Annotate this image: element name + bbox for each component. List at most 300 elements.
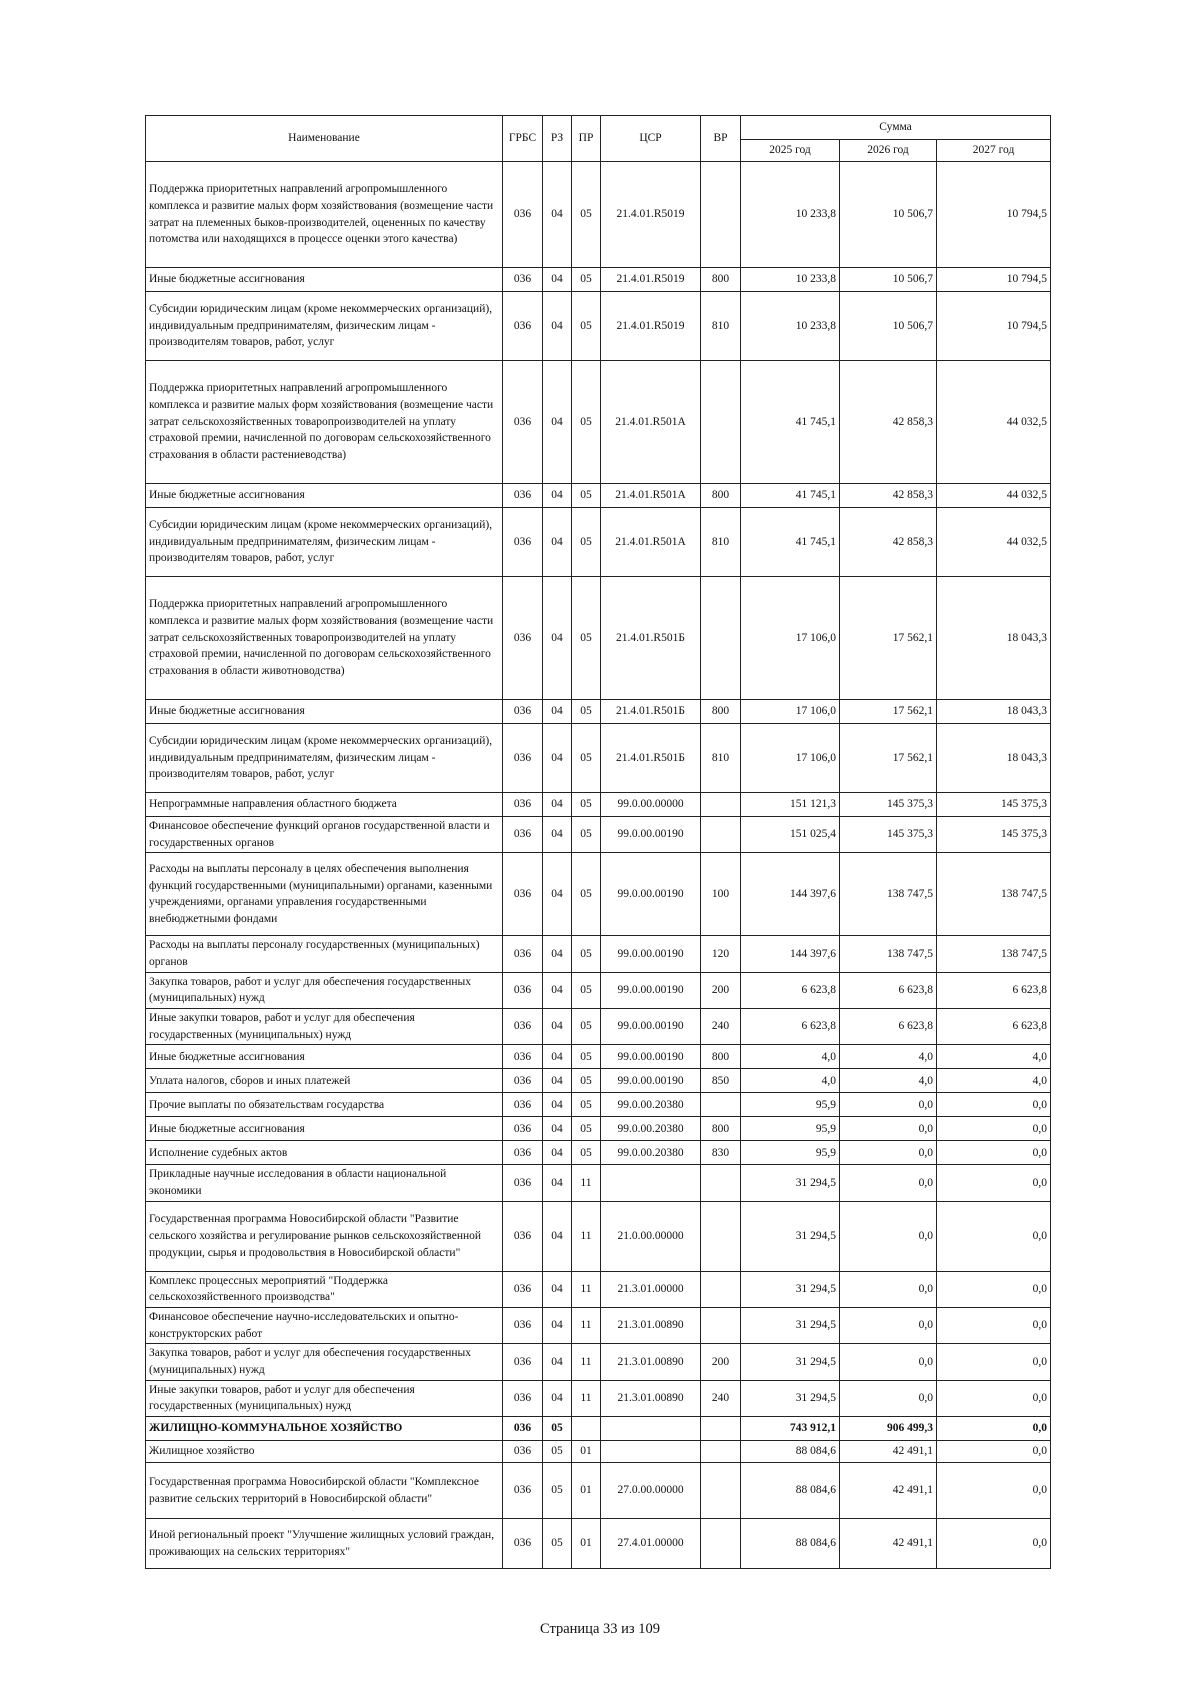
cell-2025: 41 745,1 (741, 508, 840, 577)
cell-2025: 95,9 (741, 1141, 840, 1165)
table-row (146, 1045, 1051, 1069)
cell-grbs: 036 (503, 292, 543, 361)
cell-name: Иные бюджетные ассигнования (146, 1045, 503, 1069)
cell-2026: 42 858,3 (840, 508, 937, 577)
cell-name: Иные бюджетные ассигнования (146, 484, 503, 508)
cell-2026: 17 562,1 (840, 724, 937, 793)
cell-grbs: 036 (503, 268, 543, 292)
cell-rz: 04 (543, 1009, 572, 1045)
cell-2027: 0,0 (937, 1441, 1051, 1463)
cell-grbs: 036 (503, 853, 543, 936)
cell-vr: 800 (701, 700, 741, 724)
cell-vr (701, 817, 741, 853)
cell-2026: 145 375,3 (840, 793, 937, 817)
cell-grbs: 036 (503, 1009, 543, 1045)
cell-2025: 144 397,6 (741, 936, 840, 972)
cell-csr: 99.0.00.00190 (601, 853, 701, 936)
cell-2025: 31 294,5 (741, 1308, 840, 1344)
cell-pr: 05 (572, 1141, 601, 1165)
cell-pr: 11 (572, 1165, 601, 1201)
cell-pr: 05 (572, 1093, 601, 1117)
cell-rz: 04 (543, 1201, 572, 1271)
cell-rz: 05 (543, 1441, 572, 1463)
cell-rz: 04 (543, 292, 572, 361)
cell-2025: 31 294,5 (741, 1201, 840, 1271)
cell-2027: 10 794,5 (937, 268, 1051, 292)
cell-2027: 0,0 (937, 1417, 1051, 1441)
cell-pr: 11 (572, 1344, 601, 1380)
cell-csr: 21.3.01.00000 (601, 1271, 701, 1307)
cell-vr (701, 162, 741, 268)
cell-grbs: 036 (503, 1271, 543, 1307)
cell-rz: 04 (543, 1069, 572, 1093)
cell-name: Финансовое обеспечение научно-исследовательских и опытно-конструкторских работ (146, 1308, 503, 1344)
cell-grbs: 036 (503, 1093, 543, 1117)
cell-grbs: 036 (503, 1441, 543, 1463)
cell-csr: 21.3.01.00890 (601, 1344, 701, 1380)
table-row (146, 1201, 1051, 1271)
cell-2026: 4,0 (840, 1045, 937, 1069)
cell-pr: 05 (572, 1069, 601, 1093)
cell-vr: 200 (701, 972, 741, 1008)
table-row (146, 793, 1051, 817)
cell-grbs: 036 (503, 817, 543, 853)
cell-2026: 0,0 (840, 1271, 937, 1307)
cell-vr (701, 1441, 741, 1463)
cell-2025: 41 745,1 (741, 484, 840, 508)
cell-csr: 99.0.00.20380 (601, 1141, 701, 1165)
cell-2025: 17 106,0 (741, 577, 840, 700)
cell-csr (601, 1417, 701, 1441)
cell-vr (701, 361, 741, 484)
cell-csr: 99.0.00.00190 (601, 817, 701, 853)
table-row (146, 1417, 1051, 1441)
cell-2027: 0,0 (937, 1308, 1051, 1344)
cell-rz: 04 (543, 1380, 572, 1416)
cell-2026: 138 747,5 (840, 936, 937, 972)
cell-csr: 27.4.01.00000 (601, 1519, 701, 1569)
cell-vr (701, 577, 741, 700)
cell-2025: 10 233,8 (741, 268, 840, 292)
cell-rz: 04 (543, 1271, 572, 1307)
cell-2026: 10 506,7 (840, 162, 937, 268)
cell-rz: 04 (543, 1141, 572, 1165)
cell-2027: 0,0 (937, 1165, 1051, 1201)
cell-vr (701, 793, 741, 817)
cell-csr: 99.0.00.00000 (601, 793, 701, 817)
cell-csr: 21.4.01.R501А (601, 508, 701, 577)
cell-csr: 21.4.01.R501А (601, 484, 701, 508)
table-row (146, 1069, 1051, 1093)
cell-name: Поддержка приоритетных направлений агропромышленного комплекса и развитие малых форм хозяйствования (возмещение части затрат на племенных быков-производителей, оцененных по качеству потомства или находящихся в процессе оценки этого качества) (146, 162, 503, 268)
table-row (146, 817, 1051, 853)
cell-pr: 05 (572, 292, 601, 361)
cell-grbs: 036 (503, 1141, 543, 1165)
cell-2027: 18 043,3 (937, 577, 1051, 700)
cell-pr: 05 (572, 936, 601, 972)
cell-2026: 145 375,3 (840, 817, 937, 853)
cell-2025: 10 233,8 (741, 292, 840, 361)
cell-pr: 05 (572, 508, 601, 577)
cell-grbs: 036 (503, 1380, 543, 1416)
cell-2025: 31 294,5 (741, 1344, 840, 1380)
table-row (146, 361, 1051, 484)
cell-pr: 01 (572, 1463, 601, 1519)
header-sum: Сумма (741, 116, 1051, 140)
cell-vr: 830 (701, 1141, 741, 1165)
cell-2025: 144 397,6 (741, 853, 840, 936)
cell-2025: 88 084,6 (741, 1519, 840, 1569)
cell-name: Иные закупки товаров, работ и услуг для обеспечения государственных (муниципальных) нужд (146, 1380, 503, 1416)
cell-2026: 0,0 (840, 1117, 937, 1141)
cell-rz: 05 (543, 1417, 572, 1441)
cell-name: Расходы на выплаты персоналу в целях обеспечения выполнения функций государственными (муниципальными) органами, казенными учреждениями, органами управления государственными внебюджетными фондами (146, 853, 503, 936)
cell-pr (572, 1417, 601, 1441)
cell-2027: 0,0 (937, 1271, 1051, 1307)
cell-csr: 21.4.01.R501Б (601, 700, 701, 724)
cell-csr: 21.4.01.R5019 (601, 292, 701, 361)
budget-table (145, 115, 1051, 1569)
page-number: Страница 33 из 109 (539, 1621, 660, 1637)
cell-2025: 41 745,1 (741, 361, 840, 484)
cell-pr: 11 (572, 1380, 601, 1416)
table-row (146, 268, 1051, 292)
cell-2025: 743 912,1 (741, 1417, 840, 1441)
cell-2026: 42 858,3 (840, 484, 937, 508)
cell-2027: 44 032,5 (937, 508, 1051, 577)
cell-vr (701, 1165, 741, 1201)
cell-name: Поддержка приоритетных направлений агропромышленного комплекса и развитие малых форм хозяйствования (возмещение части затрат сельскохозяйственных товаропроизводителей на уплату страховой премии, начисленной по договорам сельскохозяйственного страхования в области животноводства) (146, 577, 503, 700)
cell-name: Жилищное хозяйство (146, 1441, 503, 1463)
cell-2027: 0,0 (937, 1141, 1051, 1165)
cell-pr: 05 (572, 268, 601, 292)
header-year-2026: 2026 год (840, 140, 937, 162)
table-row (146, 508, 1051, 577)
cell-vr: 810 (701, 724, 741, 793)
cell-name: Иные закупки товаров, работ и услуг для обеспечения государственных (муниципальных) нужд (146, 1009, 503, 1045)
cell-rz: 04 (543, 1093, 572, 1117)
cell-vr: 800 (701, 484, 741, 508)
cell-rz: 05 (543, 1463, 572, 1519)
cell-2027: 18 043,3 (937, 700, 1051, 724)
cell-name: Иной региональный проект "Улучшение жилищных условий граждан, проживающих на сельских территориях" (146, 1519, 503, 1569)
cell-pr: 11 (572, 1271, 601, 1307)
cell-pr: 11 (572, 1308, 601, 1344)
cell-vr: 800 (701, 1117, 741, 1141)
cell-vr: 850 (701, 1069, 741, 1093)
cell-grbs: 036 (503, 700, 543, 724)
cell-name: Комплекс процессных мероприятий "Поддержка сельскохозяйственного производства" (146, 1271, 503, 1307)
cell-rz: 04 (543, 1344, 572, 1380)
cell-2025: 95,9 (741, 1117, 840, 1141)
cell-2026: 0,0 (840, 1093, 937, 1117)
cell-grbs: 036 (503, 1069, 543, 1093)
cell-name: Государственная программа Новосибирской области "Развитие сельского хозяйства и регулирование рынков сельскохозяйственной продукции, сырья и продовольствия в Новосибирской области" (146, 1201, 503, 1271)
cell-pr: 05 (572, 361, 601, 484)
cell-vr: 800 (701, 1045, 741, 1069)
cell-name: Закупка товаров, работ и услуг для обеспечения государственных (муниципальных) нужд (146, 972, 503, 1008)
cell-name: Исполнение судебных актов (146, 1141, 503, 1165)
cell-grbs: 036 (503, 1201, 543, 1271)
cell-pr: 11 (572, 1201, 601, 1271)
cell-vr (701, 1463, 741, 1519)
header-name: Наименование (146, 116, 503, 162)
cell-rz: 04 (543, 724, 572, 793)
cell-2025: 17 106,0 (741, 724, 840, 793)
cell-rz: 04 (543, 793, 572, 817)
cell-2026: 138 747,5 (840, 853, 937, 936)
cell-rz: 04 (543, 162, 572, 268)
cell-grbs: 036 (503, 724, 543, 793)
cell-name: Прикладные научные исследования в области национальной экономики (146, 1165, 503, 1201)
cell-csr (601, 1165, 701, 1201)
table-row (146, 1271, 1051, 1307)
cell-2027: 4,0 (937, 1045, 1051, 1069)
cell-grbs: 036 (503, 972, 543, 1008)
cell-name: ЖИЛИЩНО-КОММУНАЛЬНОЕ ХОЗЯЙСТВО (146, 1417, 503, 1441)
cell-pr: 05 (572, 724, 601, 793)
cell-2025: 31 294,5 (741, 1271, 840, 1307)
cell-2027: 145 375,3 (937, 793, 1051, 817)
table-row (146, 853, 1051, 936)
cell-2027: 0,0 (937, 1117, 1051, 1141)
cell-2026: 906 499,3 (840, 1417, 937, 1441)
table-row (146, 972, 1051, 1008)
cell-csr: 21.4.01.R5019 (601, 162, 701, 268)
header-grbs: ГРБС (503, 116, 543, 162)
cell-rz: 04 (543, 361, 572, 484)
cell-name: Субсидии юридическим лицам (кроме некоммерческих организаций), индивидуальным предпринимателям, физическим лицам - производителям товаров, работ, услуг (146, 508, 503, 577)
table-row (146, 724, 1051, 793)
cell-name: Непрограммные направления областного бюджета (146, 793, 503, 817)
cell-grbs: 036 (503, 1045, 543, 1069)
cell-2025: 88 084,6 (741, 1441, 840, 1463)
cell-vr: 810 (701, 508, 741, 577)
header-vr: ВР (701, 116, 741, 162)
table-row (146, 1380, 1051, 1416)
cell-2026: 4,0 (840, 1069, 937, 1093)
cell-rz: 04 (543, 817, 572, 853)
cell-pr: 05 (572, 817, 601, 853)
cell-grbs: 036 (503, 508, 543, 577)
cell-name: Субсидии юридическим лицам (кроме некоммерческих организаций), индивидуальным предпринимателям, физическим лицам - производителям товаров, работ, услуг (146, 724, 503, 793)
cell-rz: 04 (543, 972, 572, 1008)
cell-2026: 0,0 (840, 1141, 937, 1165)
cell-pr: 05 (572, 700, 601, 724)
header-year-2025: 2025 год (741, 140, 840, 162)
cell-vr (701, 1201, 741, 1271)
table-row (146, 292, 1051, 361)
table-row (146, 1463, 1051, 1519)
cell-rz: 04 (543, 484, 572, 508)
cell-2025: 10 233,8 (741, 162, 840, 268)
cell-2026: 0,0 (840, 1308, 937, 1344)
cell-2026: 6 623,8 (840, 1009, 937, 1045)
cell-grbs: 036 (503, 1519, 543, 1569)
cell-grbs: 036 (503, 1117, 543, 1141)
cell-2027: 6 623,8 (937, 1009, 1051, 1045)
cell-csr: 99.0.00.00190 (601, 1045, 701, 1069)
cell-pr: 01 (572, 1441, 601, 1463)
cell-2027: 0,0 (937, 1344, 1051, 1380)
cell-grbs: 036 (503, 484, 543, 508)
table-row (146, 1093, 1051, 1117)
cell-name: Субсидии юридическим лицам (кроме некоммерческих организаций), индивидуальным предпринимателям, физическим лицам - производителям товаров, работ, услуг (146, 292, 503, 361)
cell-2027: 44 032,5 (937, 361, 1051, 484)
cell-2025: 88 084,6 (741, 1463, 840, 1519)
cell-2025: 17 106,0 (741, 700, 840, 724)
cell-2027: 18 043,3 (937, 724, 1051, 793)
table-row (146, 484, 1051, 508)
cell-grbs: 036 (503, 1417, 543, 1441)
cell-csr: 21.4.01.R501Б (601, 577, 701, 700)
cell-2026: 17 562,1 (840, 577, 937, 700)
cell-rz: 04 (543, 1308, 572, 1344)
cell-grbs: 036 (503, 936, 543, 972)
cell-2026: 17 562,1 (840, 700, 937, 724)
cell-pr: 01 (572, 1519, 601, 1569)
cell-pr: 05 (572, 1117, 601, 1141)
cell-grbs: 036 (503, 1344, 543, 1380)
cell-rz: 04 (543, 1117, 572, 1141)
cell-name: Прочие выплаты по обязательствам государства (146, 1093, 503, 1117)
cell-csr: 99.0.00.00190 (601, 936, 701, 972)
cell-2026: 42 491,1 (840, 1463, 937, 1519)
table-row (146, 162, 1051, 268)
cell-pr: 05 (572, 1045, 601, 1069)
cell-name: Иные бюджетные ассигнования (146, 700, 503, 724)
cell-rz: 04 (543, 936, 572, 972)
table-row (146, 700, 1051, 724)
cell-name: Иные бюджетные ассигнования (146, 1117, 503, 1141)
cell-vr: 200 (701, 1344, 741, 1380)
table-row (146, 1141, 1051, 1165)
cell-2026: 0,0 (840, 1380, 937, 1416)
cell-2027: 4,0 (937, 1069, 1051, 1093)
cell-rz: 04 (543, 577, 572, 700)
cell-2025: 31 294,5 (741, 1380, 840, 1416)
cell-vr: 100 (701, 853, 741, 936)
cell-vr (701, 1271, 741, 1307)
cell-2025: 6 623,8 (741, 1009, 840, 1045)
cell-rz: 04 (543, 1045, 572, 1069)
cell-2027: 0,0 (937, 1201, 1051, 1271)
cell-csr: 21.3.01.00890 (601, 1308, 701, 1344)
cell-csr: 99.0.00.00190 (601, 1009, 701, 1045)
cell-2025: 151 025,4 (741, 817, 840, 853)
cell-2027: 0,0 (937, 1519, 1051, 1569)
cell-2026: 0,0 (840, 1165, 937, 1201)
header-rz: РЗ (543, 116, 572, 162)
cell-2027: 138 747,5 (937, 853, 1051, 936)
cell-2027: 44 032,5 (937, 484, 1051, 508)
cell-2027: 10 794,5 (937, 162, 1051, 268)
table-row (146, 1117, 1051, 1141)
cell-grbs: 036 (503, 793, 543, 817)
cell-2025: 31 294,5 (741, 1165, 840, 1201)
cell-pr: 05 (572, 577, 601, 700)
cell-csr: 21.0.00.00000 (601, 1201, 701, 1271)
cell-2025: 6 623,8 (741, 972, 840, 1008)
cell-2027: 138 747,5 (937, 936, 1051, 972)
table-row (146, 577, 1051, 700)
cell-pr: 05 (572, 484, 601, 508)
table-row (146, 1009, 1051, 1045)
cell-2026: 42 491,1 (840, 1519, 937, 1569)
cell-grbs: 036 (503, 162, 543, 268)
cell-rz: 04 (543, 268, 572, 292)
cell-vr: 810 (701, 292, 741, 361)
cell-csr: 21.4.01.R5019 (601, 268, 701, 292)
cell-grbs: 036 (503, 1308, 543, 1344)
cell-csr: 27.0.00.00000 (601, 1463, 701, 1519)
cell-2027: 145 375,3 (937, 817, 1051, 853)
cell-2027: 6 623,8 (937, 972, 1051, 1008)
cell-name: Финансовое обеспечение функций органов государственной власти и государственных органов (146, 817, 503, 853)
cell-csr: 99.0.00.20380 (601, 1093, 701, 1117)
cell-pr: 05 (572, 793, 601, 817)
cell-grbs: 036 (503, 361, 543, 484)
cell-2026: 42 491,1 (840, 1441, 937, 1463)
cell-csr: 99.0.00.00190 (601, 1069, 701, 1093)
cell-name: Государственная программа Новосибирской области "Комплексное развитие сельских территорий в Новосибирской области" (146, 1463, 503, 1519)
cell-name: Расходы на выплаты персоналу государственных (муниципальных) органов (146, 936, 503, 972)
cell-2026: 42 858,3 (840, 361, 937, 484)
cell-2027: 0,0 (937, 1380, 1051, 1416)
cell-vr: 240 (701, 1009, 741, 1045)
cell-rz: 04 (543, 853, 572, 936)
cell-rz: 05 (543, 1519, 572, 1569)
cell-name: Уплата налогов, сборов и иных платежей (146, 1069, 503, 1093)
table-body (146, 162, 1051, 1569)
cell-2025: 4,0 (741, 1045, 840, 1069)
cell-2027: 0,0 (937, 1093, 1051, 1117)
cell-csr: 99.0.00.00190 (601, 972, 701, 1008)
cell-2026: 0,0 (840, 1201, 937, 1271)
cell-name: Иные бюджетные ассигнования (146, 268, 503, 292)
cell-2025: 151 121,3 (741, 793, 840, 817)
cell-name: Закупка товаров, работ и услуг для обеспечения государственных (муниципальных) нужд (146, 1344, 503, 1380)
cell-grbs: 036 (503, 1165, 543, 1201)
cell-vr (701, 1519, 741, 1569)
table-row (146, 1344, 1051, 1380)
header-csr: ЦСР (601, 116, 701, 162)
cell-vr: 120 (701, 936, 741, 972)
table-row (146, 1441, 1051, 1463)
cell-2025: 4,0 (741, 1069, 840, 1093)
cell-rz: 04 (543, 700, 572, 724)
cell-csr: 21.4.01.R501Б (601, 724, 701, 793)
cell-vr: 240 (701, 1380, 741, 1416)
cell-name: Поддержка приоритетных направлений агропромышленного комплекса и развитие малых форм хозяйствования (возмещение части затрат сельскохозяйственных товаропроизводителей на уплату страховой премии, начисленной по договорам сельскохозяйственного страхования в области растениеводства) (146, 361, 503, 484)
cell-pr: 05 (572, 853, 601, 936)
cell-2027: 10 794,5 (937, 292, 1051, 361)
cell-vr: 800 (701, 268, 741, 292)
cell-pr: 05 (572, 972, 601, 1008)
table-row (146, 1308, 1051, 1344)
cell-2025: 95,9 (741, 1093, 840, 1117)
cell-csr (601, 1441, 701, 1463)
cell-pr: 05 (572, 1009, 601, 1045)
cell-rz: 04 (543, 508, 572, 577)
cell-rz: 04 (543, 1165, 572, 1201)
cell-grbs: 036 (503, 1463, 543, 1519)
header-pr: ПР (572, 116, 601, 162)
cell-vr (701, 1308, 741, 1344)
table-row (146, 1165, 1051, 1201)
cell-2026: 6 623,8 (840, 972, 937, 1008)
table-row (146, 936, 1051, 972)
